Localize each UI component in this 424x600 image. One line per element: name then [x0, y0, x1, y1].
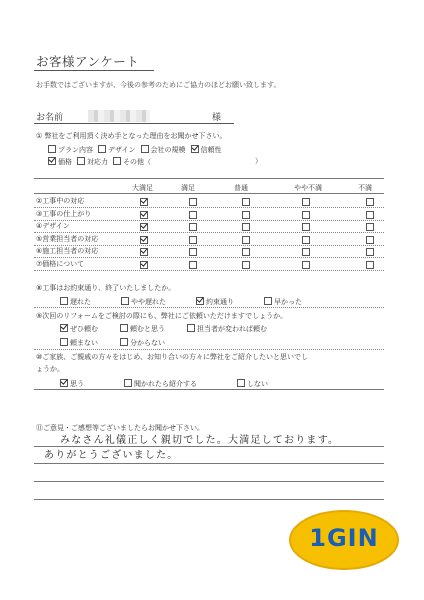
option[interactable] [60, 296, 91, 307]
checkbox[interactable] [120, 324, 128, 332]
option[interactable] [191, 144, 222, 155]
redacted-name [88, 110, 150, 122]
rating-checkbox[interactable] [366, 261, 374, 269]
checkbox[interactable] [187, 324, 195, 332]
option[interactable] [77, 156, 108, 167]
answer-rule-4 [34, 499, 384, 500]
q8-text: ⑧工事はお約束通り、終了いたしましたか。 [36, 284, 176, 292]
checkbox-checked[interactable] [196, 297, 204, 305]
option[interactable] [48, 156, 72, 167]
rating-checkbox-checked[interactable] [140, 211, 148, 219]
option-label: プラン内容 [58, 146, 93, 154]
q9-options-row2 [60, 337, 187, 348]
option-label: 思う [70, 380, 84, 388]
option-label: ぜひ頼む [70, 325, 98, 333]
rating-checkbox[interactable] [242, 261, 250, 269]
logo-text: 1GIN [309, 524, 379, 552]
checkbox[interactable] [60, 338, 68, 346]
column-header: 普通 [234, 184, 248, 192]
rating-checkbox[interactable] [242, 211, 250, 219]
checkbox-checked[interactable] [60, 324, 68, 332]
checkbox-checked[interactable] [60, 379, 68, 387]
option-label: デザイン [108, 146, 136, 154]
rating-checkbox-checked[interactable] [140, 261, 148, 269]
checkbox[interactable] [77, 157, 85, 165]
q10-text-line2: ょうか。 [36, 365, 64, 373]
option-label: 会社の規模 [150, 146, 186, 154]
option-label: 聞かれたら紹介する [134, 380, 197, 388]
option[interactable] [60, 323, 98, 334]
rating-checkbox-checked[interactable] [140, 223, 148, 231]
checkbox[interactable] [48, 145, 56, 153]
table-row-label: ⑦価格について [36, 259, 85, 268]
rating-checkbox[interactable] [302, 198, 310, 206]
option-label: 早かった [274, 298, 302, 306]
name-suffix: 様 [212, 113, 222, 123]
option[interactable] [120, 337, 165, 348]
rating-checkbox[interactable] [189, 223, 197, 231]
option[interactable] [120, 323, 165, 334]
column-header: 大満足 [132, 184, 153, 192]
rating-checkbox-checked[interactable] [140, 248, 148, 256]
checkbox-checked[interactable] [48, 157, 56, 165]
intro-text: お手数ではございますが、今後の参考のためにご協力のほどお願い致します。 [36, 81, 281, 89]
option-label: 対応力 [87, 158, 108, 166]
q9-text: ⑨次回のリフォームをご検討の際にも、弊社にご依頼いただけますでしょうか。 [36, 312, 288, 320]
row-divider [34, 220, 384, 221]
option-label: 頼むと思う [130, 325, 165, 333]
name-label: お名前 [36, 113, 64, 123]
rating-checkbox[interactable] [302, 223, 310, 231]
option-label: やや遅れた [131, 298, 166, 306]
rating-checkbox[interactable] [242, 248, 250, 256]
q9-divider [34, 349, 384, 350]
q9-options-row1 [60, 323, 289, 334]
answer-rule-3 [34, 481, 384, 482]
table-row-label: ⑤営業担当者の対応 [36, 234, 99, 243]
checkbox[interactable] [264, 297, 272, 305]
checkbox-checked[interactable] [191, 145, 199, 153]
rating-checkbox-checked[interactable] [140, 198, 148, 206]
option-label: 頼まない [70, 339, 98, 347]
checkbox[interactable] [60, 297, 68, 305]
rating-checkbox[interactable] [302, 211, 310, 219]
header-rule [34, 193, 384, 194]
q8-divider [34, 307, 384, 308]
table-top-rule [34, 178, 384, 179]
option-label: 価格 [58, 158, 72, 166]
table-row-label: ②工事中の対応 [36, 197, 85, 205]
option[interactable] [48, 144, 93, 155]
checkbox[interactable] [124, 379, 132, 387]
checkbox[interactable] [141, 145, 149, 153]
rating-checkbox[interactable] [302, 248, 310, 256]
rating-checkbox[interactable] [189, 198, 197, 206]
row-divider [34, 270, 384, 271]
column-header: やや不満 [294, 184, 322, 192]
option[interactable] [124, 378, 197, 389]
option[interactable] [98, 144, 136, 155]
rating-checkbox[interactable] [302, 236, 310, 244]
q10-divider [34, 389, 384, 390]
option-label: その他（ [123, 158, 151, 166]
row-divider [34, 257, 384, 258]
rating-checkbox[interactable] [242, 223, 250, 231]
rating-checkbox[interactable] [189, 261, 197, 269]
option[interactable] [196, 296, 234, 307]
q10-options [60, 378, 308, 389]
rating-checkbox[interactable] [366, 248, 374, 256]
q8-options [60, 296, 332, 307]
title-underline [34, 70, 154, 71]
answer-rule-2 [34, 463, 384, 464]
q1-options-row1 [48, 144, 227, 155]
rating-checkbox[interactable] [242, 198, 250, 206]
option[interactable] [237, 378, 268, 389]
table-row-label: ⑥施工担当者の対応 [36, 247, 99, 255]
q10-text-line1: ⑩ご家族、ご親戚の方々をはじめ、お知り合いの方々に弊社をご紹介したいと思いでし [36, 353, 308, 361]
option[interactable] [60, 378, 84, 389]
option[interactable] [141, 144, 186, 155]
checkbox[interactable] [98, 145, 106, 153]
table-row-label: ③工事の仕上がり [36, 209, 92, 218]
checkbox[interactable] [237, 379, 245, 387]
q11-text: ⑪ご意見・ご感想等ございましたらお聞かせ下さい。 [36, 424, 204, 432]
rating-checkbox[interactable] [366, 236, 374, 244]
option[interactable] [60, 337, 98, 348]
rating-checkbox-checked[interactable] [140, 236, 148, 244]
q1-text: ① 弊社をご利用頂く決め手となった理由をお聞かせ下さい。 [36, 132, 227, 140]
rating-checkbox[interactable] [189, 236, 197, 244]
checkbox[interactable] [113, 157, 121, 165]
rating-checkbox[interactable] [366, 211, 374, 219]
option-label: 分からない [130, 339, 165, 347]
option[interactable] [264, 296, 302, 307]
option[interactable] [113, 156, 151, 167]
rating-checkbox[interactable] [242, 236, 250, 244]
rating-checkbox[interactable] [302, 261, 310, 269]
q11-answer-line1: みなさん礼儀正しく親切でした。大満足しております。 [60, 435, 340, 446]
option[interactable] [187, 323, 267, 334]
page-title: お客様アンケート [36, 54, 140, 69]
rating-checkbox[interactable] [366, 223, 374, 231]
q1-options-row2 [48, 156, 156, 167]
option-label: 担当者が変われば頼む [197, 325, 267, 333]
checkbox[interactable] [120, 338, 128, 346]
option-label: しない [247, 380, 268, 388]
company-logo [289, 510, 399, 570]
table-row-label: ④デザイン [36, 222, 70, 230]
option-label: 信頼性 [200, 146, 222, 154]
column-header: 満足 [181, 184, 195, 192]
option[interactable] [121, 296, 166, 307]
rating-checkbox[interactable] [366, 198, 374, 206]
option-label: 遅れた [70, 298, 91, 306]
rating-checkbox[interactable] [189, 248, 197, 256]
option-label: 約束通り [206, 298, 234, 306]
q11-answer-line2: ありがとうございました。 [44, 450, 179, 461]
rating-checkbox[interactable] [189, 211, 197, 219]
checkbox[interactable] [121, 297, 129, 305]
column-header: 不満 [358, 184, 372, 192]
name-underline [34, 123, 234, 124]
q1-other-close: ） [255, 157, 262, 165]
